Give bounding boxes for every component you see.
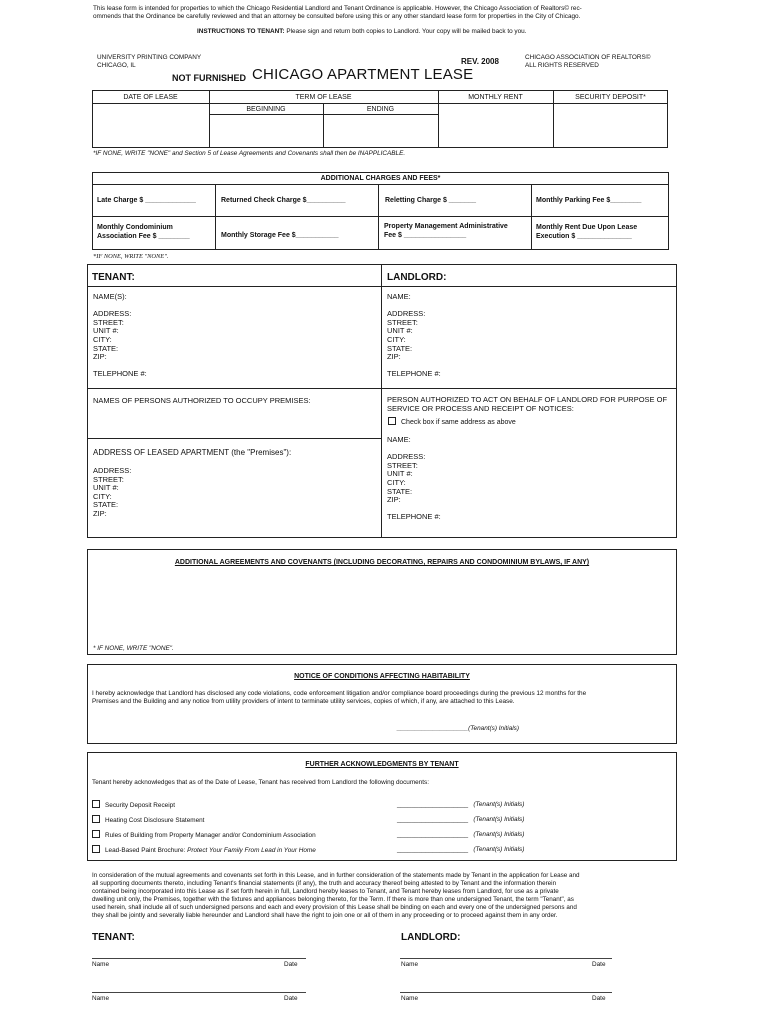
habitability-line-2: Premises and the Building and any notice from utility providers of intent to terminate utility services, copies of which, if any, are attached to this Lease. (92, 698, 515, 706)
condo-fee-field[interactable] (97, 224, 190, 241)
instructions-text: Please sign and return both copies to Landlord. Your copy will be mailed back to you. (284, 28, 527, 35)
ack-initials-blank: ____________________ (397, 801, 469, 808)
ending-cell[interactable] (324, 115, 437, 147)
tenant-city-label: CITY: (93, 334, 112, 344)
landlord-heading: LANDLORD: (387, 272, 447, 283)
consideration-paragraph (92, 872, 580, 920)
consideration-line-1: In consideration of the mutual agreements and covenants set forth in this Lease, and in further consideration of the statements made by Tenant in the application for Lease and (92, 872, 580, 879)
tenant-signature-heading: TENANT: (92, 932, 135, 943)
rent-due-line-2: Execution $ ______________ (536, 232, 632, 240)
tenant-info[interactable] (93, 293, 147, 379)
condo-fee-line-1: Monthly Condominium (97, 224, 173, 231)
consideration-line-2: all supporting documents thereto, including Tenant's financial statements (if any), the truth and accuracy thereof being attested to by Tenant and the information therein (92, 880, 557, 887)
tenant-street-label: STREET: (93, 317, 124, 327)
security-deposit-cell[interactable] (554, 104, 667, 147)
premises-unit-label: UNIT #: (93, 483, 119, 493)
page-title: CHICAGO APARTMENT LEASE (252, 66, 474, 83)
landlord-signature-line-2[interactable] (400, 992, 612, 993)
condo-fee-line-2: Association Fee $ ________ (97, 232, 190, 240)
instructions (197, 28, 527, 36)
landlord-city-label: CITY: (387, 334, 406, 344)
ack-item-emphasis: Protect Your Family From Lead in Your Home (187, 847, 316, 854)
agent-address-label: ADDRESS: (387, 452, 426, 462)
agent-street-label: STREET: (387, 460, 418, 470)
occupants-label[interactable]: NAMES OF PERSONS AUTHORIZED TO OCCUPY PREMISES: (93, 396, 311, 405)
habitability-text (92, 690, 586, 706)
mgmt-fee-field[interactable] (384, 223, 508, 240)
ack-item[interactable] (92, 800, 175, 810)
premises-city-label: CITY: (93, 491, 112, 501)
agent-state-label: STATE: (387, 486, 413, 496)
acknowledgments-heading: FURTHER ACKNOWLEDGMENTS BY TENANT (305, 761, 459, 768)
landlord-name-caption-1: Name (401, 961, 419, 968)
habitability-line-1: I hereby acknowledge that Landlord has disclosed any code violations, code enforcement litigation and/or compliance board proceedings during the previous 12 months for the (92, 690, 587, 697)
storage-fee-field[interactable]: Monthly Storage Fee $___________ (221, 232, 339, 239)
rent-due-line-1: Monthly Rent Due Upon Lease (536, 224, 638, 231)
printer-info (97, 54, 201, 70)
tenant-date-caption-1: Date (284, 961, 298, 968)
ack-initials[interactable] (397, 816, 524, 824)
tenant-telephone-label: TELEPHONE #: (93, 369, 147, 379)
intro-paragraph (93, 5, 693, 21)
agent-zip-label: ZIP: (387, 495, 401, 505)
tenant-signature-line-2[interactable] (92, 992, 306, 993)
landlord-address-label: ADDRESS: (387, 309, 426, 319)
ack-initials-label: (Tenant(s) Initials) (473, 801, 525, 808)
agent-telephone-label: TELEPHONE #: (387, 512, 441, 522)
association-line-1: CHICAGO ASSOCIATION OF REALTORS© (525, 54, 651, 61)
ack-item[interactable] (92, 830, 316, 840)
agent-unit-label: UNIT #: (387, 469, 413, 479)
landlord-signature-line-1[interactable] (400, 958, 612, 959)
tenant-signature-line-1[interactable] (92, 958, 306, 959)
landlord-telephone-label: TELEPHONE #: (387, 369, 441, 379)
ack-initials[interactable] (397, 801, 524, 809)
mgmt-fee-line-2: Fee $ ________________ (384, 231, 467, 239)
ack-item-label: Lead-Based Paint Brochure: (105, 847, 188, 854)
beginning-header: BEGINNING (246, 106, 286, 113)
parking-fee-field[interactable]: Monthly Parking Fee $________ (536, 197, 642, 204)
late-charge-field[interactable]: Late Charge $ _____________ (97, 197, 196, 204)
checkbox-icon[interactable] (92, 800, 100, 808)
landlord-name-caption-2: Name (401, 995, 419, 1002)
ack-item-label: Security Deposit Receipt (105, 802, 175, 809)
returned-check-field[interactable]: Returned Check Charge $__________ (221, 197, 346, 204)
checkbox-icon[interactable] (92, 845, 100, 853)
reletting-charge-field[interactable]: Reletting Charge $ _______ (385, 197, 477, 204)
consideration-line-6: they shall be jointly and severally liable hereunder and Landlord shall have the right to join one or all of them in any proceeding or to proceed against them in any order. (92, 912, 558, 919)
ack-item-label: Rules of Building from Property Manager and/or Condominium Association (105, 832, 316, 839)
tenant-heading: TENANT: (92, 272, 135, 283)
consideration-line-4: dwelling unit only, the Premises, together with the fixtures and appliances belonging thereto, for the Term. If there is more than one undersigned Tenant, the term "Tenant", as (92, 896, 574, 903)
covenants-heading: ADDITIONAL AGREEMENTS AND COVENANTS (INCLUDING DECORATING, REPAIRS AND CONDOMINIUM BYLAWS, IF ANY) (174, 559, 590, 566)
landlord-date-caption-1: Date (592, 961, 606, 968)
ack-item-label: Heating Cost Disclosure Statement (105, 817, 205, 824)
date-of-lease-cell[interactable] (93, 115, 208, 147)
agent-line-1: PERSON AUTHORIZED TO ACT ON BEHALF OF LANDLORD FOR PURPOSE OF (387, 395, 668, 404)
agent-city-label: CITY: (387, 477, 406, 487)
printer-line-1: UNIVERSITY PRINTING COMPANY (97, 54, 202, 61)
association-info (525, 54, 650, 70)
tenant-address-label: ADDRESS: (93, 309, 132, 319)
premises-street-label: STREET: (93, 474, 124, 484)
covenants-footnote: * IF NONE, WRITE "NONE". (93, 645, 174, 652)
beginning-cell[interactable] (210, 115, 322, 147)
consideration-line-3: contained being incorporated into this Lease as if set forth herein in full, Landlord hereby leases to Tenant, and Tenant hereby leases from Landlord, for use as a private (92, 888, 559, 895)
same-address-label: Check box if same address as above (401, 419, 516, 426)
same-address-checkbox[interactable] (388, 417, 516, 428)
consideration-line-5: used herein, shall include all of such undersigned persons and each and every provision of this Lease shall be binding on each and every one of the undersigned persons and (92, 904, 577, 911)
checkbox-icon[interactable] (92, 830, 100, 838)
ack-item[interactable] (92, 815, 204, 825)
agent-line-2: SERVICE OR PROCESS AND RECEIPT OF NOTICES: (387, 403, 574, 413)
mgmt-fee-line-1: Property Management Administrative (384, 223, 508, 230)
ack-initials-blank: ____________________ (397, 831, 469, 838)
revision: REV. 2008 (461, 57, 499, 66)
instructions-label: INSTRUCTIONS TO TENANT: (197, 28, 285, 35)
landlord-unit-label: UNIT #: (387, 326, 413, 336)
premises-label: ADDRESS OF LEASED APARTMENT (the "Premises"): (93, 448, 292, 457)
ack-initials-label: (Tenant(s) Initials) (473, 831, 525, 838)
ack-initials[interactable] (397, 846, 524, 854)
ack-initials[interactable] (397, 831, 524, 839)
ack-initials-label: (Tenant(s) Initials) (473, 816, 525, 823)
ack-initials-label: (Tenant(s) Initials) (473, 846, 525, 853)
monthly-rent-cell[interactable] (439, 104, 552, 147)
landlord-name-label: NAME: (387, 292, 411, 301)
printer-line-2: CHICAGO, IL (97, 62, 136, 70)
not-furnished-label: NOT FURNISHED (172, 73, 246, 83)
intro-line-1: This lease form is intended for properties to which the Chicago Residential Landlord and Tenant Ordinance is applicable. However, the Chicago Association of Realtors© rec- (93, 5, 582, 12)
premises-address[interactable] (93, 467, 131, 519)
habitability-heading: NOTICE OF CONDITIONS AFFECTING HABITABILITY (294, 673, 470, 680)
ack-initials-blank: ____________________ (397, 846, 469, 853)
landlord-state-label: STATE: (387, 343, 413, 353)
lease-table-footnote: *IF NONE, WRITE "NONE" and Section 5 of Lease Agreements and Covenants shall then be INAPPLICABLE. (93, 150, 406, 157)
ack-initials-blank: ____________________ (397, 816, 469, 823)
association-line-2: ALL RIGHTS RESERVED (525, 62, 599, 70)
agent-address[interactable] (387, 436, 441, 522)
charges-heading: ADDITIONAL CHARGES AND FEES* (320, 175, 441, 182)
premises-zip-label: ZIP: (93, 508, 107, 518)
rent-due-field[interactable] (536, 224, 637, 241)
monthly-rent-header: MONTHLY RENT (468, 94, 523, 101)
premises-state-label: STATE: (93, 500, 119, 510)
security-deposit-header: SECURITY DEPOSIT* (575, 94, 646, 101)
agent-name-label: NAME: (387, 435, 411, 444)
tenant-name-caption-2: Name (92, 995, 110, 1002)
checkbox-icon[interactable] (388, 417, 396, 425)
acknowledgments-intro: Tenant hereby acknowledges that as of the Date of Lease, Tenant has received from Landlord the following documents: (92, 779, 430, 786)
landlord-signature-heading: LANDLORD: (401, 932, 461, 943)
tenant-zip-label: ZIP: (93, 352, 107, 362)
intro-line-2: ommends that the Ordinance be carefully reviewed and that an attorney be consulted before using this or any other standard lease form for properties in the City of Chicago. (93, 13, 581, 21)
ack-item[interactable] (92, 845, 316, 855)
landlord-date-caption-2: Date (592, 995, 606, 1002)
checkbox-icon[interactable] (92, 815, 100, 823)
tenant-unit-label: UNIT #: (93, 326, 119, 336)
tenant-state-label: STATE: (93, 343, 119, 353)
date-of-lease-header: DATE OF LEASE (123, 94, 178, 101)
tenant-name-caption-1: Name (92, 961, 110, 968)
charges-footnote: *IF NONE, WRITE "NONE". (93, 253, 169, 260)
agent-info (387, 396, 667, 413)
tenant-names-label: NAME(S): (93, 292, 127, 301)
tenant-date-caption-2: Date (284, 995, 298, 1002)
landlord-zip-label: ZIP: (387, 352, 401, 362)
ending-header: ENDING (366, 106, 395, 113)
landlord-info[interactable] (387, 293, 441, 379)
habitability-initials[interactable]: ____________________(Tenant(s) Initials) (397, 725, 519, 732)
landlord-street-label: STREET: (387, 317, 418, 327)
term-of-lease-header: TERM OF LEASE (295, 94, 352, 101)
premises-address-label: ADDRESS: (93, 466, 132, 475)
